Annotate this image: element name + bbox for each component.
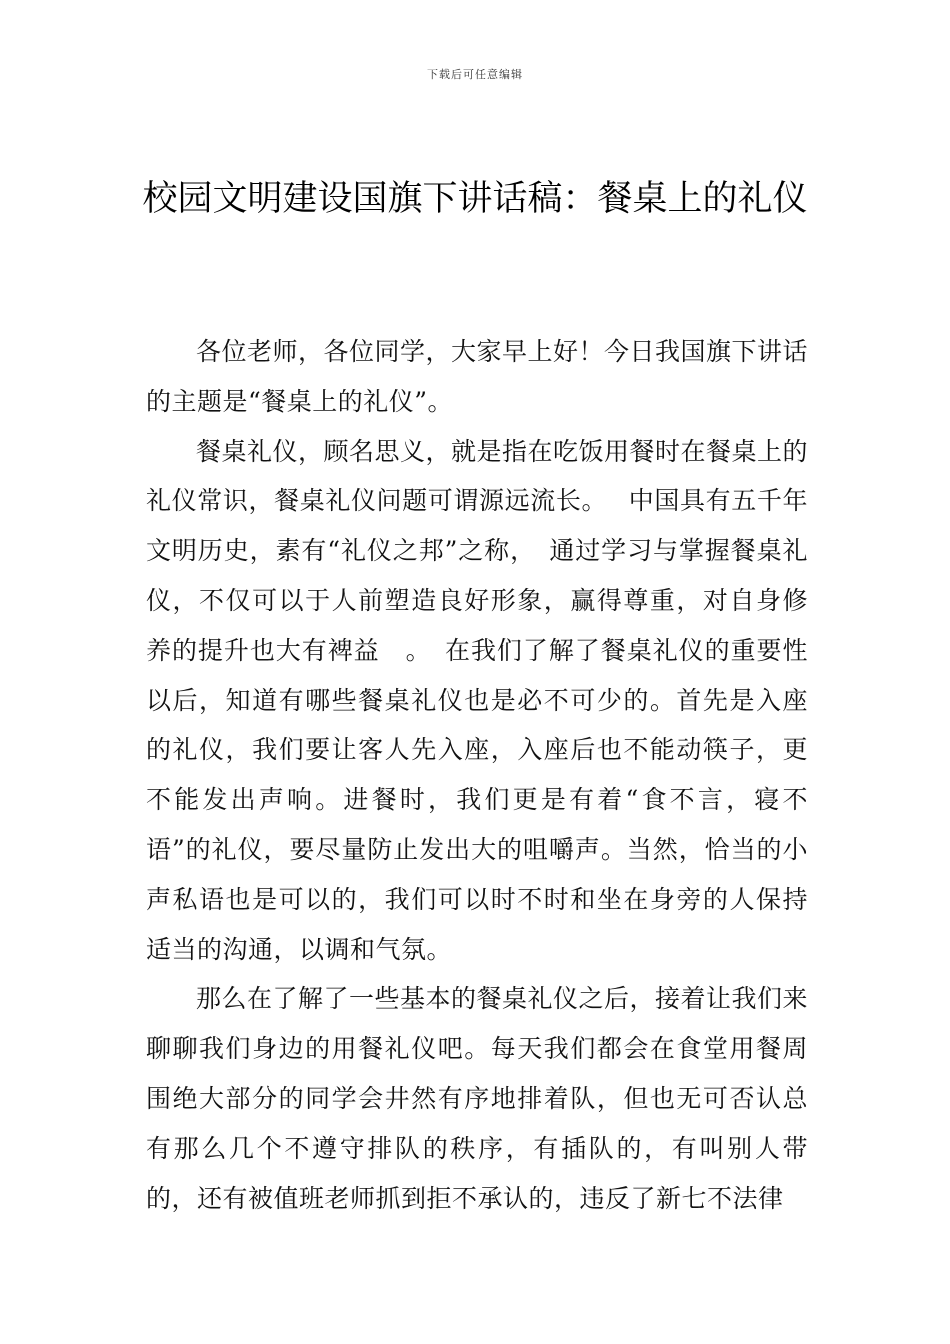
document-title: 校园文明建设国旗下讲话稿：餐桌上的礼仪 (142, 179, 808, 219)
header-note: 下载后可任意编辑 (427, 68, 523, 81)
paragraph: 各位老师，各位同学，大家早上好！今日我国旗下讲话的主题是“餐桌上的礼仪”。 (146, 337, 809, 416)
paragraph: 餐桌礼仪，顾名思义，就是指在吃饭用餐时在餐桌上的礼仪常识，餐桌礼仪问题可谓源远流长。 中国具有五千年文明历史，素有“礼仪之邦”之称， 通过学习与掌握餐桌礼仪，不仅可以于人前塑造良好形象，赢得尊重，对自身修养的提升也大有裨益 。 在我们了解了餐桌礼仪的重要性以后，知道有哪些餐桌礼仪也是必不可少的。首先是入座的礼仪，我们要让客人先入座，入座后也不能动筷子，更不能发出声响。进餐时，我们更是有着“食不言，寝不语”的礼仪，要尽量防止发出大的咀嚼声。当然，恰当的小声私语也是可以的，我们可以时不时和坐在身旁的人保持适当的沟通，以调和气氛。 (146, 436, 809, 964)
paragraph: 那么在了解了一些基本的餐桌礼仪之后，接着让我们来聊聊我们身边的用餐礼仪吧。每天我们都会在食堂用餐周围绝大部分的同学会井然有序地排着队，但也无可否认总有那么几个不遵守排队的秩序，有插队的，有叫别人带的，还有被值班老师抓到拒不承认的，违反了新七不法律 (146, 984, 809, 1213)
document-body (146, 327, 808, 1223)
